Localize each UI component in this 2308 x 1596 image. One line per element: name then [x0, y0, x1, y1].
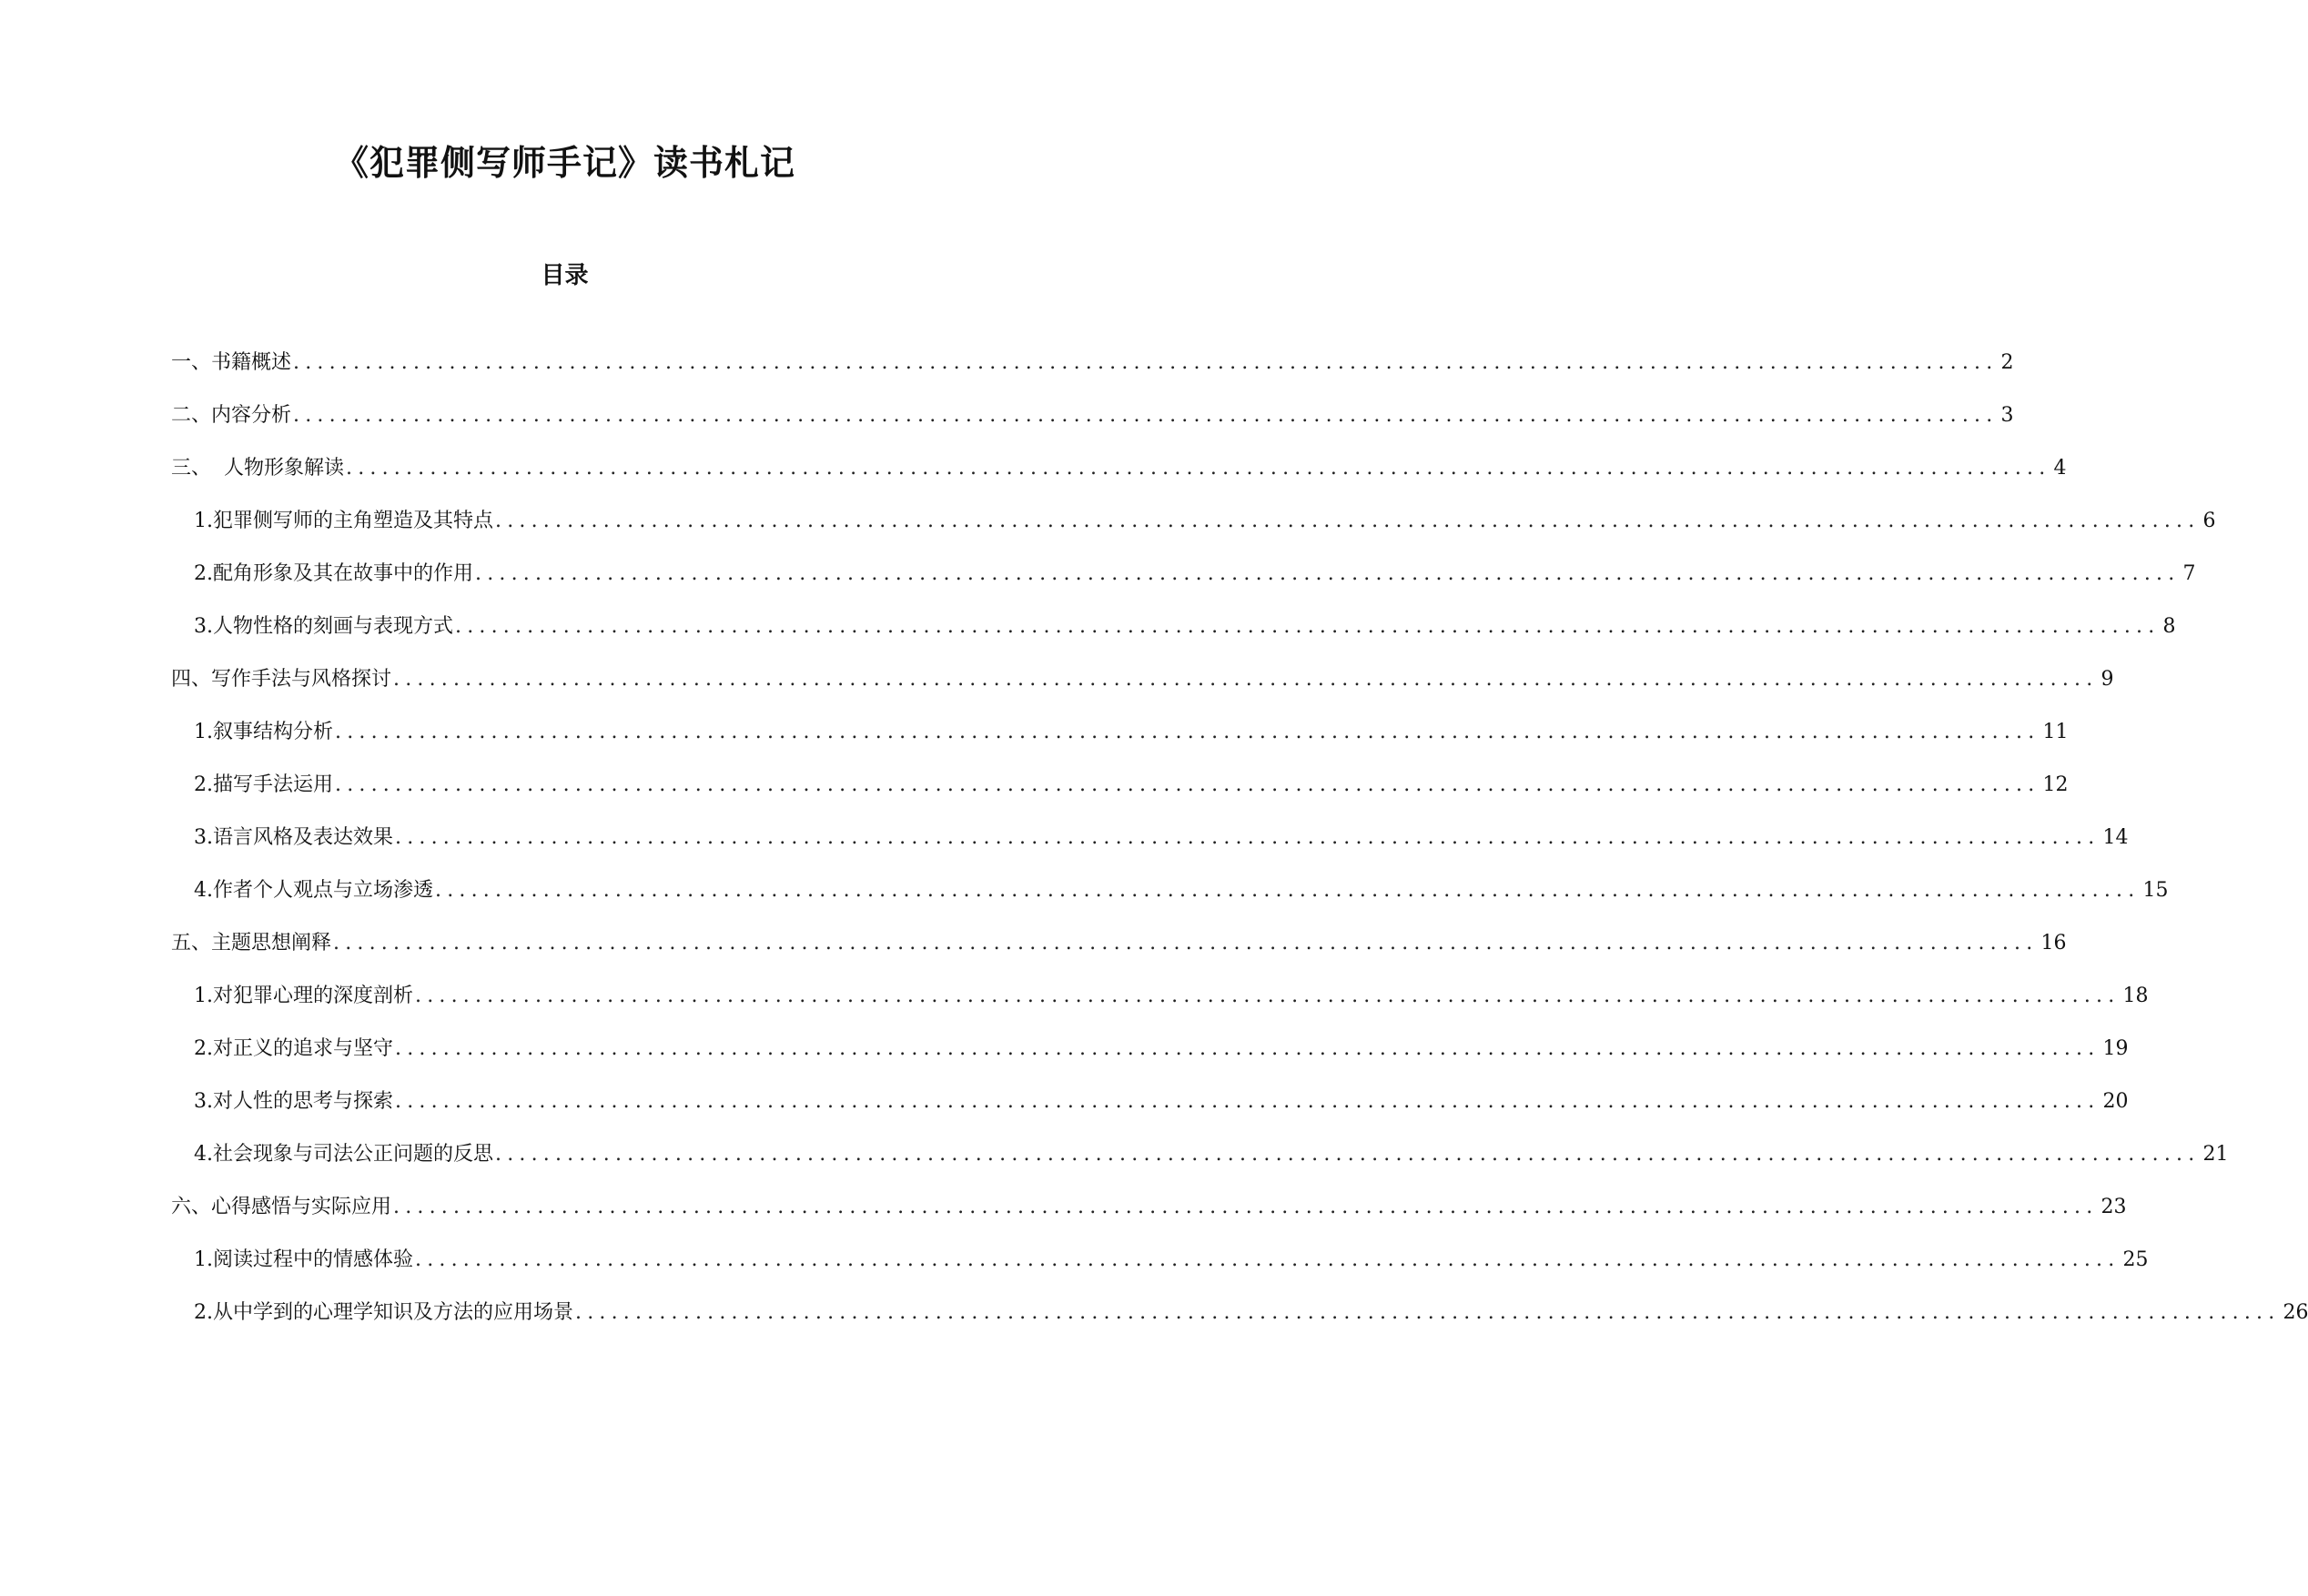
toc-entry-5-4[interactable] — [194, 1141, 2229, 1168]
toc-entry-page: 9 — [2100, 668, 2114, 691]
toc-entry-number: 2. — [194, 562, 213, 585]
dot-leader: .............................................................................................................................................. — [475, 562, 2181, 585]
dot-leader: .............................................................................................................................................. — [395, 826, 2100, 849]
toc-entry-page: 6 — [2202, 510, 2216, 532]
toc-entry-text: 描写手法运用 — [213, 773, 334, 796]
toc-entry-3[interactable] — [171, 455, 2067, 482]
toc-entry-text: 配角形象及其在故事中的作用 — [213, 562, 474, 585]
toc-entry-text: 六、心得感悟与实际应用 — [171, 1196, 392, 1218]
toc-entry-3-2[interactable] — [194, 561, 2196, 588]
dot-leader: .............................................................................................................................................. — [575, 1301, 2281, 1324]
toc-entry-number: 2. — [194, 1301, 213, 1324]
toc-entry-5[interactable] — [171, 930, 2067, 957]
dot-leader: .............................................................................................................................................. — [335, 721, 2040, 743]
toc-entry-text: 二、内容分析 — [171, 404, 292, 427]
dot-leader: .............................................................................................................................................. — [395, 1090, 2100, 1113]
toc-entry-page: 23 — [2100, 1196, 2127, 1218]
toc-entry-5-1[interactable] — [194, 983, 2149, 1010]
toc-entry-4-3[interactable] — [194, 824, 2129, 852]
toc-entry-page: 26 — [2283, 1301, 2308, 1324]
toc-entry-text: 语言风格及表达效果 — [213, 826, 394, 849]
dot-leader: .............................................................................................................................................. — [335, 773, 2040, 796]
toc-entry-page: 19 — [2102, 1037, 2129, 1060]
toc-entry-6-2[interactable] — [194, 1299, 2308, 1327]
toc-entry-text: 五、主题思想阐释 — [171, 932, 332, 955]
toc-entry-page: 8 — [2162, 615, 2176, 638]
toc-entry-4-2[interactable] — [194, 772, 2069, 799]
toc-entry-number: 2. — [194, 773, 213, 796]
toc-entry-text: 作者个人观点与立场渗透 — [213, 879, 434, 902]
toc-entry-5-2[interactable] — [194, 1035, 2129, 1063]
toc-entry-text: 对犯罪心理的深度剖析 — [213, 985, 414, 1007]
toc-entry-number: 1. — [194, 721, 213, 743]
toc-entry-page: 18 — [2122, 985, 2149, 1007]
toc-entry-4-1[interactable] — [194, 719, 2069, 746]
toc-entry-number: 2. — [194, 1037, 213, 1060]
dot-leader: .............................................................................................................................................. — [435, 879, 2141, 902]
toc-entry-page: 12 — [2042, 773, 2069, 796]
dot-leader: .............................................................................................................................................. — [393, 1196, 2099, 1218]
toc-entry-text: 对人性的思考与探索 — [213, 1090, 394, 1113]
toc-entry-number: 3. — [194, 615, 213, 638]
toc-heading: 目录 — [541, 262, 589, 289]
toc-entry-text: 人物性格的刻画与表现方式 — [213, 615, 454, 638]
toc-entry-page: 21 — [2202, 1143, 2229, 1166]
dot-leader: .............................................................................................................................................. — [293, 351, 1999, 374]
toc-entry-6[interactable] — [171, 1194, 2127, 1221]
toc-entry-page: 15 — [2142, 879, 2169, 902]
dot-leader: .............................................................................................................................................. — [415, 1248, 2121, 1271]
dot-leader: .............................................................................................................................................. — [415, 985, 2121, 1007]
toc-entry-page: 25 — [2122, 1248, 2149, 1271]
toc-entry-number: 3. — [194, 1090, 213, 1113]
toc-entry-3-1[interactable] — [194, 508, 2216, 535]
toc-entry-3-3[interactable] — [194, 613, 2176, 641]
toc-entry-6-1[interactable] — [194, 1247, 2149, 1274]
dot-leader: .............................................................................................................................................. — [293, 404, 1999, 427]
toc-entry-4-4[interactable] — [194, 877, 2169, 904]
toc-entry-number: 1. — [194, 985, 213, 1007]
toc-entry-page: 3 — [2000, 404, 2014, 427]
toc-entry-page: 16 — [2040, 932, 2067, 955]
document-title: 《犯罪侧写师手记》读书札记 — [333, 143, 795, 183]
toc-entry-text: 一、书籍概述 — [171, 351, 292, 374]
toc-entry-page: 20 — [2102, 1090, 2129, 1113]
toc-entry-5-3[interactable] — [194, 1088, 2129, 1116]
toc-entry-text: 社会现象与司法公正问题的反思 — [213, 1143, 494, 1166]
dot-leader: .............................................................................................................................................. — [395, 1037, 2100, 1060]
toc-entry-page: 4 — [2053, 457, 2067, 480]
toc-entry-text: 三、 人物形象解读 — [171, 457, 344, 480]
dot-leader: .............................................................................................................................................. — [455, 615, 2161, 638]
dot-leader: .............................................................................................................................................. — [346, 457, 2051, 480]
toc-entry-text: 对正义的追求与坚守 — [213, 1037, 394, 1060]
toc-entry-number: 4. — [194, 1143, 213, 1166]
toc-entry-text: 叙事结构分析 — [213, 721, 334, 743]
toc-entry-1[interactable] — [171, 349, 2014, 377]
toc-entry-page: 11 — [2042, 721, 2069, 743]
toc-entry-page: 14 — [2102, 826, 2129, 849]
toc-entry-number: 4. — [194, 879, 213, 902]
toc-entry-number: 1. — [194, 510, 213, 532]
toc-entry-2[interactable] — [171, 402, 2014, 429]
toc-entry-text: 四、写作手法与风格探讨 — [171, 668, 392, 691]
dot-leader: .............................................................................................................................................. — [495, 1143, 2201, 1166]
toc-entry-number: 3. — [194, 826, 213, 849]
toc-entry-page: 2 — [2000, 351, 2014, 374]
toc-entry-number: 1. — [194, 1248, 213, 1271]
toc-entry-text: 从中学到的心理学知识及方法的应用场景 — [213, 1301, 574, 1324]
toc-entry-4[interactable] — [171, 666, 2114, 693]
dot-leader: .............................................................................................................................................. — [393, 668, 2099, 691]
dot-leader: .............................................................................................................................................. — [495, 510, 2201, 532]
toc-entry-text: 阅读过程中的情感体验 — [213, 1248, 414, 1271]
toc-entry-text: 犯罪侧写师的主角塑造及其特点 — [213, 510, 494, 532]
toc-entry-page: 7 — [2182, 562, 2196, 585]
dot-leader: .............................................................................................................................................. — [333, 932, 2039, 955]
